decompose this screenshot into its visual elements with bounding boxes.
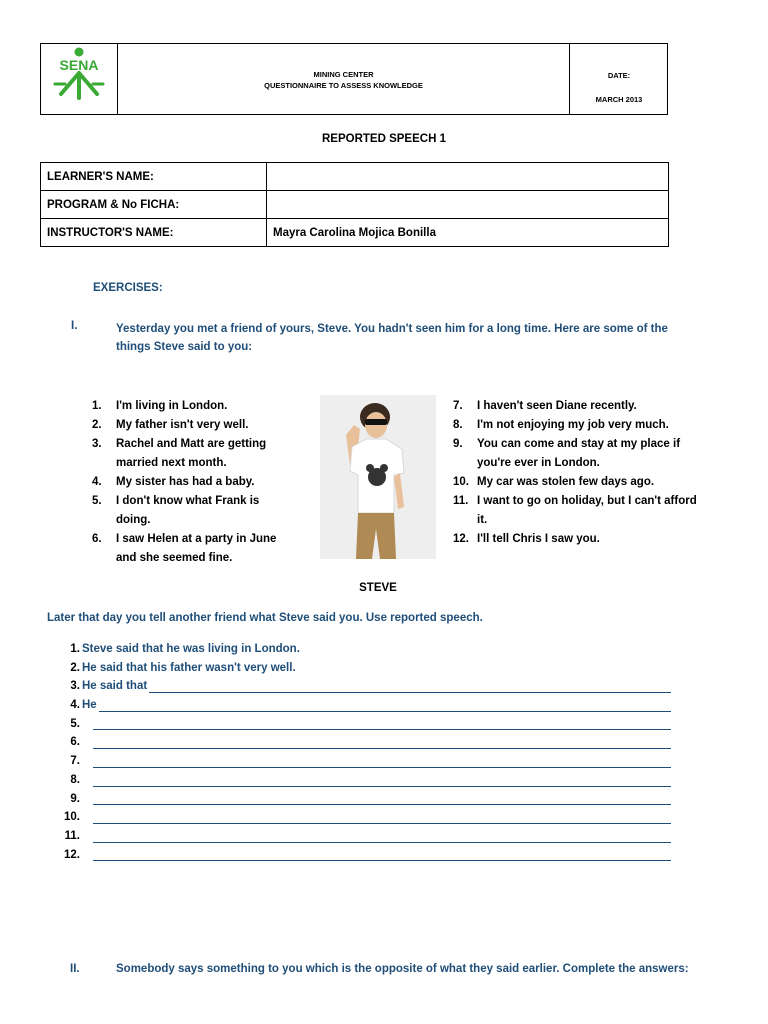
answer-text: He said that his father wasn't very well. bbox=[82, 661, 296, 674]
answer-item[interactable] bbox=[58, 677, 671, 696]
quote-number: 1. bbox=[92, 400, 102, 412]
quote-item bbox=[92, 435, 302, 473]
answers-list bbox=[58, 640, 671, 864]
logo-cell bbox=[41, 44, 118, 114]
header-center bbox=[118, 69, 569, 91]
answer-number: 8. bbox=[70, 773, 80, 786]
answer-item[interactable] bbox=[58, 752, 671, 771]
answer-item[interactable] bbox=[58, 808, 671, 827]
section2-text: Somebody says something to you which is the opposite of what they said earlier. Complete the answers: bbox=[116, 963, 689, 975]
quote-item bbox=[453, 397, 743, 416]
quote-text-line: My father isn't very well. bbox=[116, 419, 249, 431]
answer-number: 1. bbox=[70, 643, 80, 655]
section1-line2: things Steve said to you: bbox=[116, 341, 253, 353]
logo-text: SENA bbox=[59, 57, 99, 73]
quote-number: 4. bbox=[92, 476, 102, 488]
quote-item bbox=[453, 473, 743, 492]
answer-item[interactable] bbox=[58, 771, 671, 790]
learner-name-field[interactable] bbox=[267, 163, 669, 191]
section1-text bbox=[116, 320, 716, 356]
quote-item bbox=[453, 530, 743, 549]
quote-text-line: Rachel and Matt are getting bbox=[116, 438, 267, 450]
answer-blank-line[interactable] bbox=[149, 692, 671, 693]
quote-number: 8. bbox=[453, 419, 463, 431]
steve-quotes-left bbox=[92, 397, 302, 568]
header-line1: MINING CENTER bbox=[313, 70, 374, 79]
section1-numeral: I. bbox=[71, 320, 78, 332]
quote-text-line: My car was stolen few days ago. bbox=[477, 476, 655, 488]
quote-item bbox=[92, 492, 302, 530]
quote-item bbox=[92, 530, 302, 568]
steve-photo bbox=[320, 395, 436, 559]
quote-text-line: I want to go on holiday, but I can't afford bbox=[477, 495, 697, 507]
quote-item bbox=[453, 492, 743, 530]
quote-text-line: and she seemed fine. bbox=[116, 552, 233, 564]
answer-item[interactable] bbox=[58, 696, 671, 715]
answer-blank-line[interactable] bbox=[93, 748, 671, 749]
answer-number: 9. bbox=[70, 792, 80, 805]
quote-text-line: I'm living in London. bbox=[116, 400, 228, 412]
header-line2: QUESTIONNAIRE TO ASSESS KNOWLEDGE bbox=[264, 81, 423, 90]
quote-text-line: My sister has had a baby. bbox=[116, 476, 255, 488]
quote-number: 3. bbox=[92, 438, 102, 450]
program-field[interactable] bbox=[267, 191, 669, 219]
quote-text-line: it. bbox=[477, 514, 488, 526]
quote-number: 6. bbox=[92, 533, 102, 545]
answer-number: 12. bbox=[64, 848, 80, 861]
quote-text-line: I don't know what Frank is bbox=[116, 495, 260, 507]
answer-blank-line[interactable] bbox=[93, 729, 671, 730]
answer-blank-line[interactable] bbox=[93, 842, 671, 843]
section2-numeral: II. bbox=[70, 963, 80, 975]
learner-name-label: LEARNER'S NAME: bbox=[41, 163, 267, 191]
date-value: MARCH 2013 bbox=[595, 95, 643, 104]
section1-line1: Yesterday you met a friend of yours, Steve. You hadn't seen him for a long time. Here are some of the bbox=[116, 323, 668, 335]
document-title: REPORTED SPEECH 1 bbox=[322, 133, 446, 145]
answer-item[interactable] bbox=[58, 827, 671, 846]
quote-text-line: I haven't seen Diane recently. bbox=[477, 400, 637, 412]
answer-number: 3. bbox=[70, 680, 80, 693]
instructor-value: Mayra Carolina Mojica Bonilla bbox=[267, 219, 669, 247]
quote-number: 5. bbox=[92, 495, 102, 507]
learner-info-table bbox=[40, 162, 669, 247]
exercises-heading: EXERCISES: bbox=[93, 282, 163, 294]
answer-blank-line[interactable] bbox=[93, 860, 671, 861]
date-cell bbox=[569, 44, 668, 114]
answer-number: 6. bbox=[70, 736, 80, 749]
quote-item bbox=[92, 473, 302, 492]
answer-text: He bbox=[82, 699, 97, 712]
steve-quotes-right bbox=[453, 397, 743, 549]
answer-number: 2. bbox=[70, 661, 80, 674]
quote-item bbox=[453, 435, 743, 473]
quote-item bbox=[92, 416, 302, 435]
answer-text: Steve said that he was living in London. bbox=[82, 643, 300, 655]
program-label: PROGRAM & No FICHA: bbox=[41, 191, 267, 219]
answer-item[interactable] bbox=[58, 733, 671, 752]
quote-text-line: I saw Helen at a party in June bbox=[116, 533, 277, 545]
quote-item bbox=[92, 397, 302, 416]
answer-blank-line[interactable] bbox=[93, 786, 671, 787]
answer-number: 7. bbox=[70, 755, 80, 768]
quote-text-line: I'm not enjoying my job very much. bbox=[477, 419, 669, 431]
date-label: DATE: bbox=[607, 71, 631, 80]
quote-text-line: married next month. bbox=[116, 457, 227, 469]
answer-blank-line[interactable] bbox=[93, 823, 671, 824]
answer-number: 4. bbox=[70, 699, 80, 712]
answer-item[interactable] bbox=[58, 790, 671, 809]
answer-number: 5. bbox=[70, 717, 80, 730]
answer-item[interactable] bbox=[58, 846, 671, 865]
answer-number: 11. bbox=[64, 829, 80, 842]
photo-caption: STEVE bbox=[359, 582, 397, 594]
answer-item[interactable] bbox=[58, 715, 671, 734]
quote-text-line: I'll tell Chris I saw you. bbox=[477, 533, 600, 545]
answer-text: He said that bbox=[82, 680, 148, 693]
instruction-text: Later that day you tell another friend what Steve said you. Use reported speech. bbox=[47, 612, 483, 624]
answer-blank-line[interactable] bbox=[93, 767, 671, 768]
quote-number: 10. bbox=[453, 476, 469, 488]
answer-blank-line[interactable] bbox=[99, 711, 671, 712]
quote-number: 11. bbox=[453, 495, 469, 507]
quote-text-line: doing. bbox=[116, 514, 151, 526]
quote-number: 2. bbox=[92, 419, 102, 431]
header-table bbox=[40, 43, 668, 115]
answer-number: 10. bbox=[64, 811, 80, 824]
sena-logo-icon bbox=[41, 44, 117, 114]
quote-item bbox=[453, 416, 743, 435]
answer-item[interactable] bbox=[58, 640, 671, 659]
quote-text-line: you're ever in London. bbox=[477, 457, 600, 469]
answer-blank-line[interactable] bbox=[93, 804, 671, 805]
person-photo-icon bbox=[320, 395, 436, 559]
answer-item[interactable] bbox=[58, 659, 671, 678]
quote-number: 12. bbox=[453, 533, 469, 545]
quote-number: 9. bbox=[453, 438, 463, 450]
quote-text-line: You can come and stay at my place if bbox=[477, 438, 681, 450]
instructor-label: INSTRUCTOR'S NAME: bbox=[41, 219, 267, 247]
quote-number: 7. bbox=[453, 400, 463, 412]
